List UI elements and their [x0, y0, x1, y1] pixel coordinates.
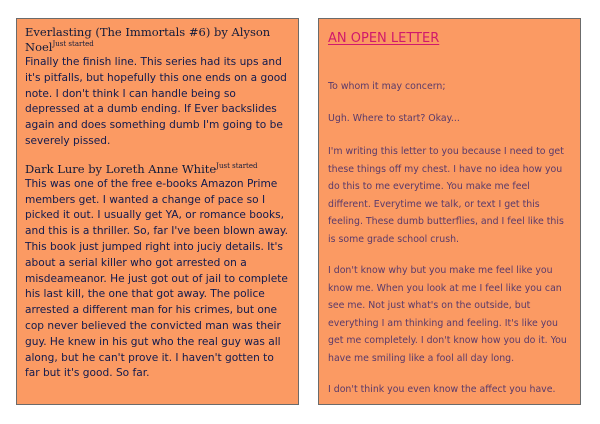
reading-status: Just started — [216, 161, 258, 170]
letter-title: AN OPEN LETTER — [328, 31, 440, 46]
book-review-everlasting: Finally the finish line. This series had its ups and it's pitfalls, but hopefully this one ends on a good note. I don't think I can handle being so depressed at a dumb ending. If Ever backslides again and does something dumb I'm going to be severely pissed. — [25, 56, 287, 147]
letter-salutation: To whom it may concern; — [328, 81, 446, 92]
letter-paragraph: I don't know why but you make me feel like you know me. When you look at me I feel like you can see me. Not just what's on the outside, but everything I am thinking and feeling. It's like you get me completely. I don't know how you do it. You have me smiling like a fool all day long. — [328, 265, 567, 364]
book-reviews-panel — [16, 18, 299, 405]
letter-paragraph: Ugh. Where to start? Okay... — [328, 112, 460, 124]
reading-status: Just started — [52, 40, 94, 49]
letter-paragraph: I'm writing this letter to you because I need to get these things off my chest. I have no idea how you do this to me everytime. You make me feel different. Everytime we talk, or text I get this feeling. These dumb butterflies, and I feel like this is some grade school crush. — [328, 146, 564, 245]
letter-paragraph: I don't think you even know the affect you have. — [328, 384, 556, 395]
book-title-everlasting — [25, 25, 290, 55]
book-title-text: Dark Lure by Loreth Anne White — [25, 161, 217, 176]
book-review-dark-lure: This was one of the free e-books Amazon Prime members get. I wanted a change of pace so I picked it out. I usually get YA, or romance books, and this is a thriller. So, far I've been blown away. This book just jumped right into juciy details. It's about a serial killer who got arrested on a misdeameanor. He just got out of jail to complete his last kill, the one that got away. The police arrested a different man for his crimes, but one cop never believed the convicted man was their guy. He knew in his gut who the real guy was all along, but he can't prove it. I haven't gotten to far but it's good. So far. — [25, 177, 288, 380]
book-title-text: Everlasting (The Immortals #6) by Alyson Noel — [25, 25, 271, 54]
open-letter-panel — [318, 18, 581, 405]
book-title-dark-lure — [25, 162, 290, 177]
